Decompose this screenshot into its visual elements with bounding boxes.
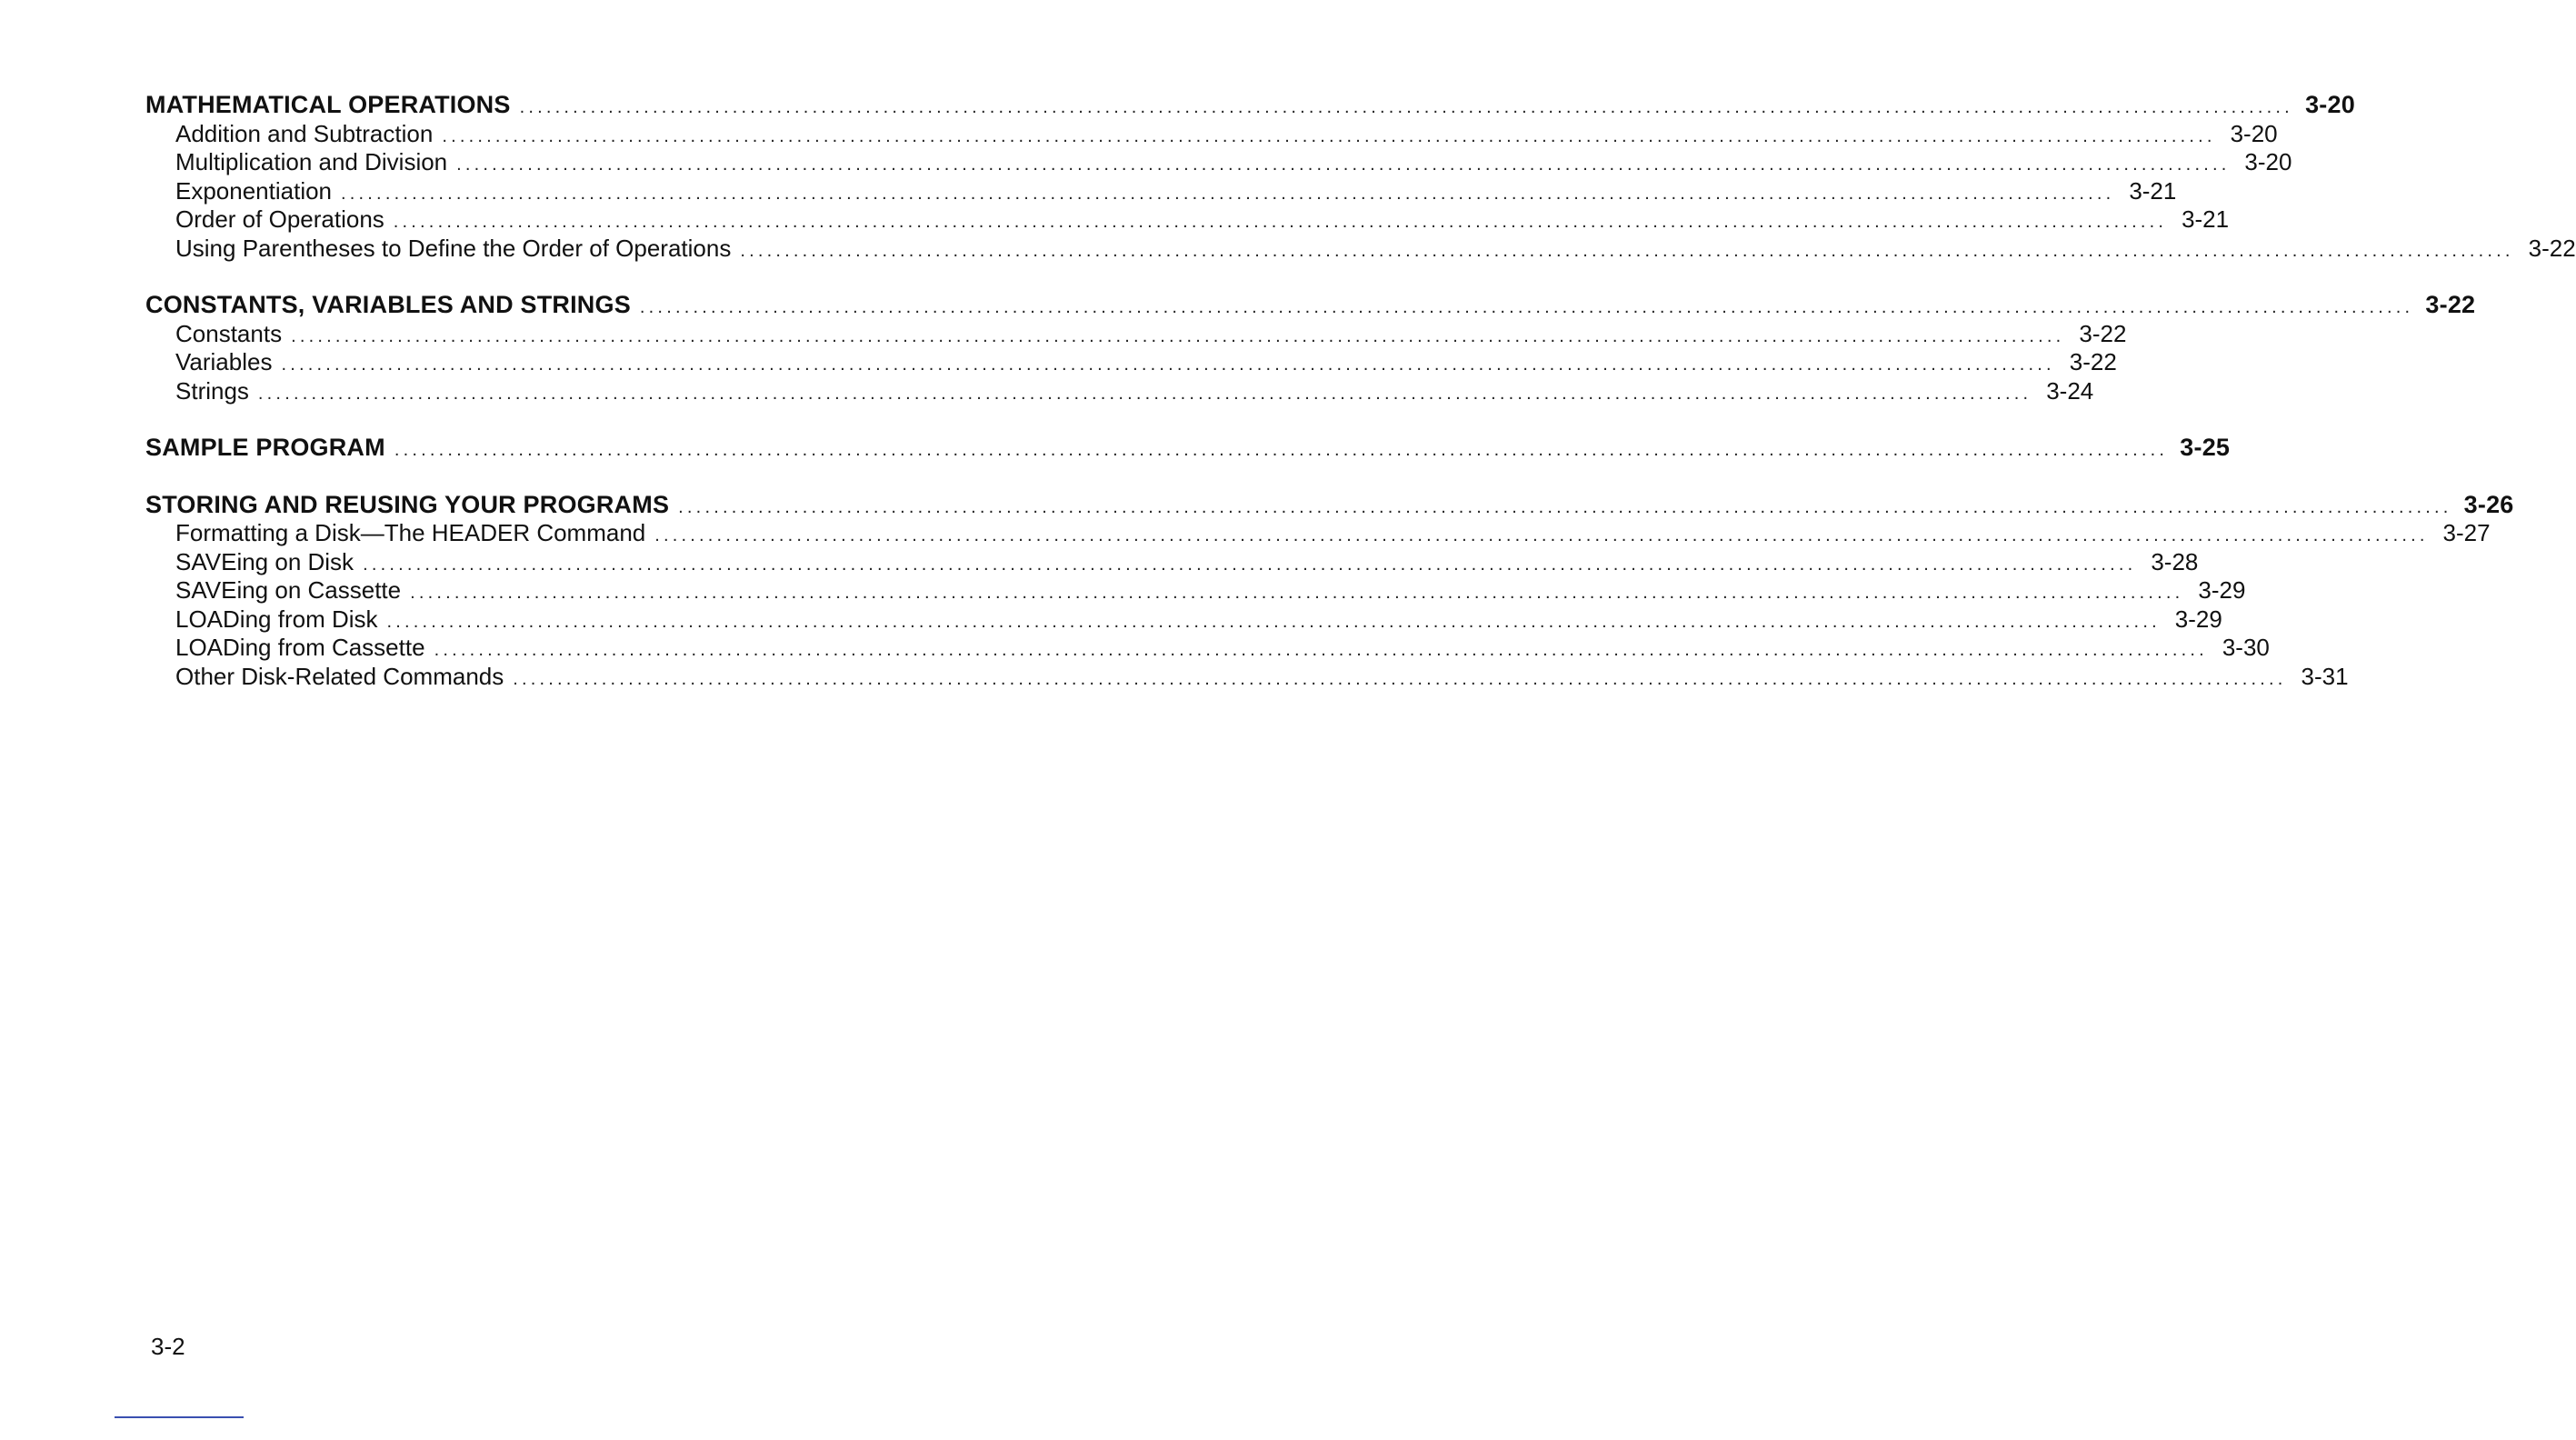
toc-entry-page: 3-22 [2069,348,2117,375]
dot-leader: ........................................................................................................................................................................................................ [740,240,2514,261]
toc-section [145,490,2514,692]
page-number: 3-2 [151,1333,185,1360]
toc-entry [145,376,2094,406]
dot-leader: ........................................................................................................................................................................................................ [678,496,2452,517]
dot-leader: ........................................................................................................................................................................................................ [363,554,2137,575]
toc-entry-title: Strings [175,376,249,405]
dot-leader: ........................................................................................................................................................................................................ [442,125,2216,146]
toc-heading [145,291,2476,320]
toc-heading-title: MATHEMATICAL OPERATIONS [145,91,511,118]
toc-entry-page: 3-29 [2198,576,2246,604]
toc-entry [145,634,2270,663]
toc-entry-title: Exponentiation [175,176,333,205]
toc-entry-page: 3-30 [2222,634,2270,661]
dot-leader: ........................................................................................................................................................................................................ [341,183,2115,204]
dot-leader: ........................................................................................................................................................................................................ [513,668,2287,689]
dot-leader: ........................................................................................................................................................................................................ [639,297,2414,317]
toc-entry-title: SAVEing on Disk [175,547,354,575]
toc-entry [145,176,2177,206]
toc-heading-page: 3-20 [2305,91,2355,118]
toc-entry [145,234,2576,264]
toc-heading [145,91,2355,120]
toc-section [145,291,2476,405]
toc-entry [145,119,2278,149]
toc-entry-title: Multiplication and Division [175,148,448,175]
toc-heading [145,434,2231,463]
toc-entry-title: LOADing from Disk [175,605,378,633]
dot-leader: ........................................................................................................................................................................................................ [393,212,2168,232]
toc-heading-title: CONSTANTS, VARIABLES AND STRINGS [145,291,631,318]
toc-entry [145,662,2349,692]
toc-heading-title: SAMPLE PROGRAM [145,434,385,461]
toc-entry-page: 3-24 [2046,376,2094,405]
toc-entry-title: Order of Operations [175,205,384,233]
toc-entry-page: 3-21 [2182,205,2230,233]
toc-entry [145,605,2222,635]
dot-leader: ........................................................................................................................................................................................................ [654,525,2429,545]
toc-entry-title: LOADing from Cassette [175,634,425,661]
dot-leader: ........................................................................................................................................................................................................ [519,97,2293,117]
toc-heading-page: 3-26 [2463,490,2514,518]
toc-entry-title: SAVEing on Cassette [175,576,402,604]
dot-leader: ........................................................................................................................................................................................................ [394,440,2169,460]
toc-entry [145,319,2127,349]
toc-heading-page: 3-22 [2425,291,2476,318]
dot-leader: ........................................................................................................................................................................................................ [410,583,2184,603]
toc-entry-title: Constants [175,319,283,347]
toc-entry [145,348,2117,377]
toc-entry-page: 3-21 [2129,176,2177,205]
toc-entry-page: 3-20 [2230,119,2278,147]
toc-entry-title: Other Disk-Related Commands [175,662,504,690]
footer-rule [115,1416,244,1418]
dot-leader: ........................................................................................................................................................................................................ [386,611,2161,632]
toc-entry [145,519,2491,548]
toc-entry-page: 3-27 [2442,519,2491,546]
toc-entry-page: 3-29 [2174,605,2222,633]
toc-heading [145,490,2514,520]
dot-leader: ........................................................................................................................................................................................................ [291,325,2065,346]
toc-entry [145,576,2246,605]
toc-entry [145,547,2199,577]
toc-heading-title: STORING AND REUSING YOUR PROGRAMS [145,490,670,518]
toc-entry-title: Addition and Subtraction [175,119,434,147]
table-of-contents [145,91,2576,719]
toc-entry-page: 3-31 [2301,662,2349,690]
toc-section [145,434,2231,463]
dot-leader: ........................................................................................................................................................................................................ [434,640,2208,660]
toc-section [145,91,2576,263]
toc-entry-page: 3-20 [2244,148,2292,175]
toc-entry-title: Variables [175,348,273,375]
toc-entry-page: 3-28 [2151,547,2199,575]
dot-leader: ........................................................................................................................................................................................................ [257,383,2032,404]
toc-entry-page: 3-22 [2079,319,2127,347]
dot-leader: ........................................................................................................................................................................................................ [456,155,2231,175]
toc-entry-title: Formatting a Disk—The HEADER Command [175,519,646,546]
toc-entry-page: 3-22 [2528,234,2576,262]
dot-leader: ........................................................................................................................................................................................................ [281,355,2055,375]
toc-entry [145,205,2230,235]
toc-entry-title: Using Parentheses to Define the Order of Operations [175,234,732,262]
toc-heading-page: 3-25 [2180,434,2231,461]
toc-entry [145,148,2292,177]
